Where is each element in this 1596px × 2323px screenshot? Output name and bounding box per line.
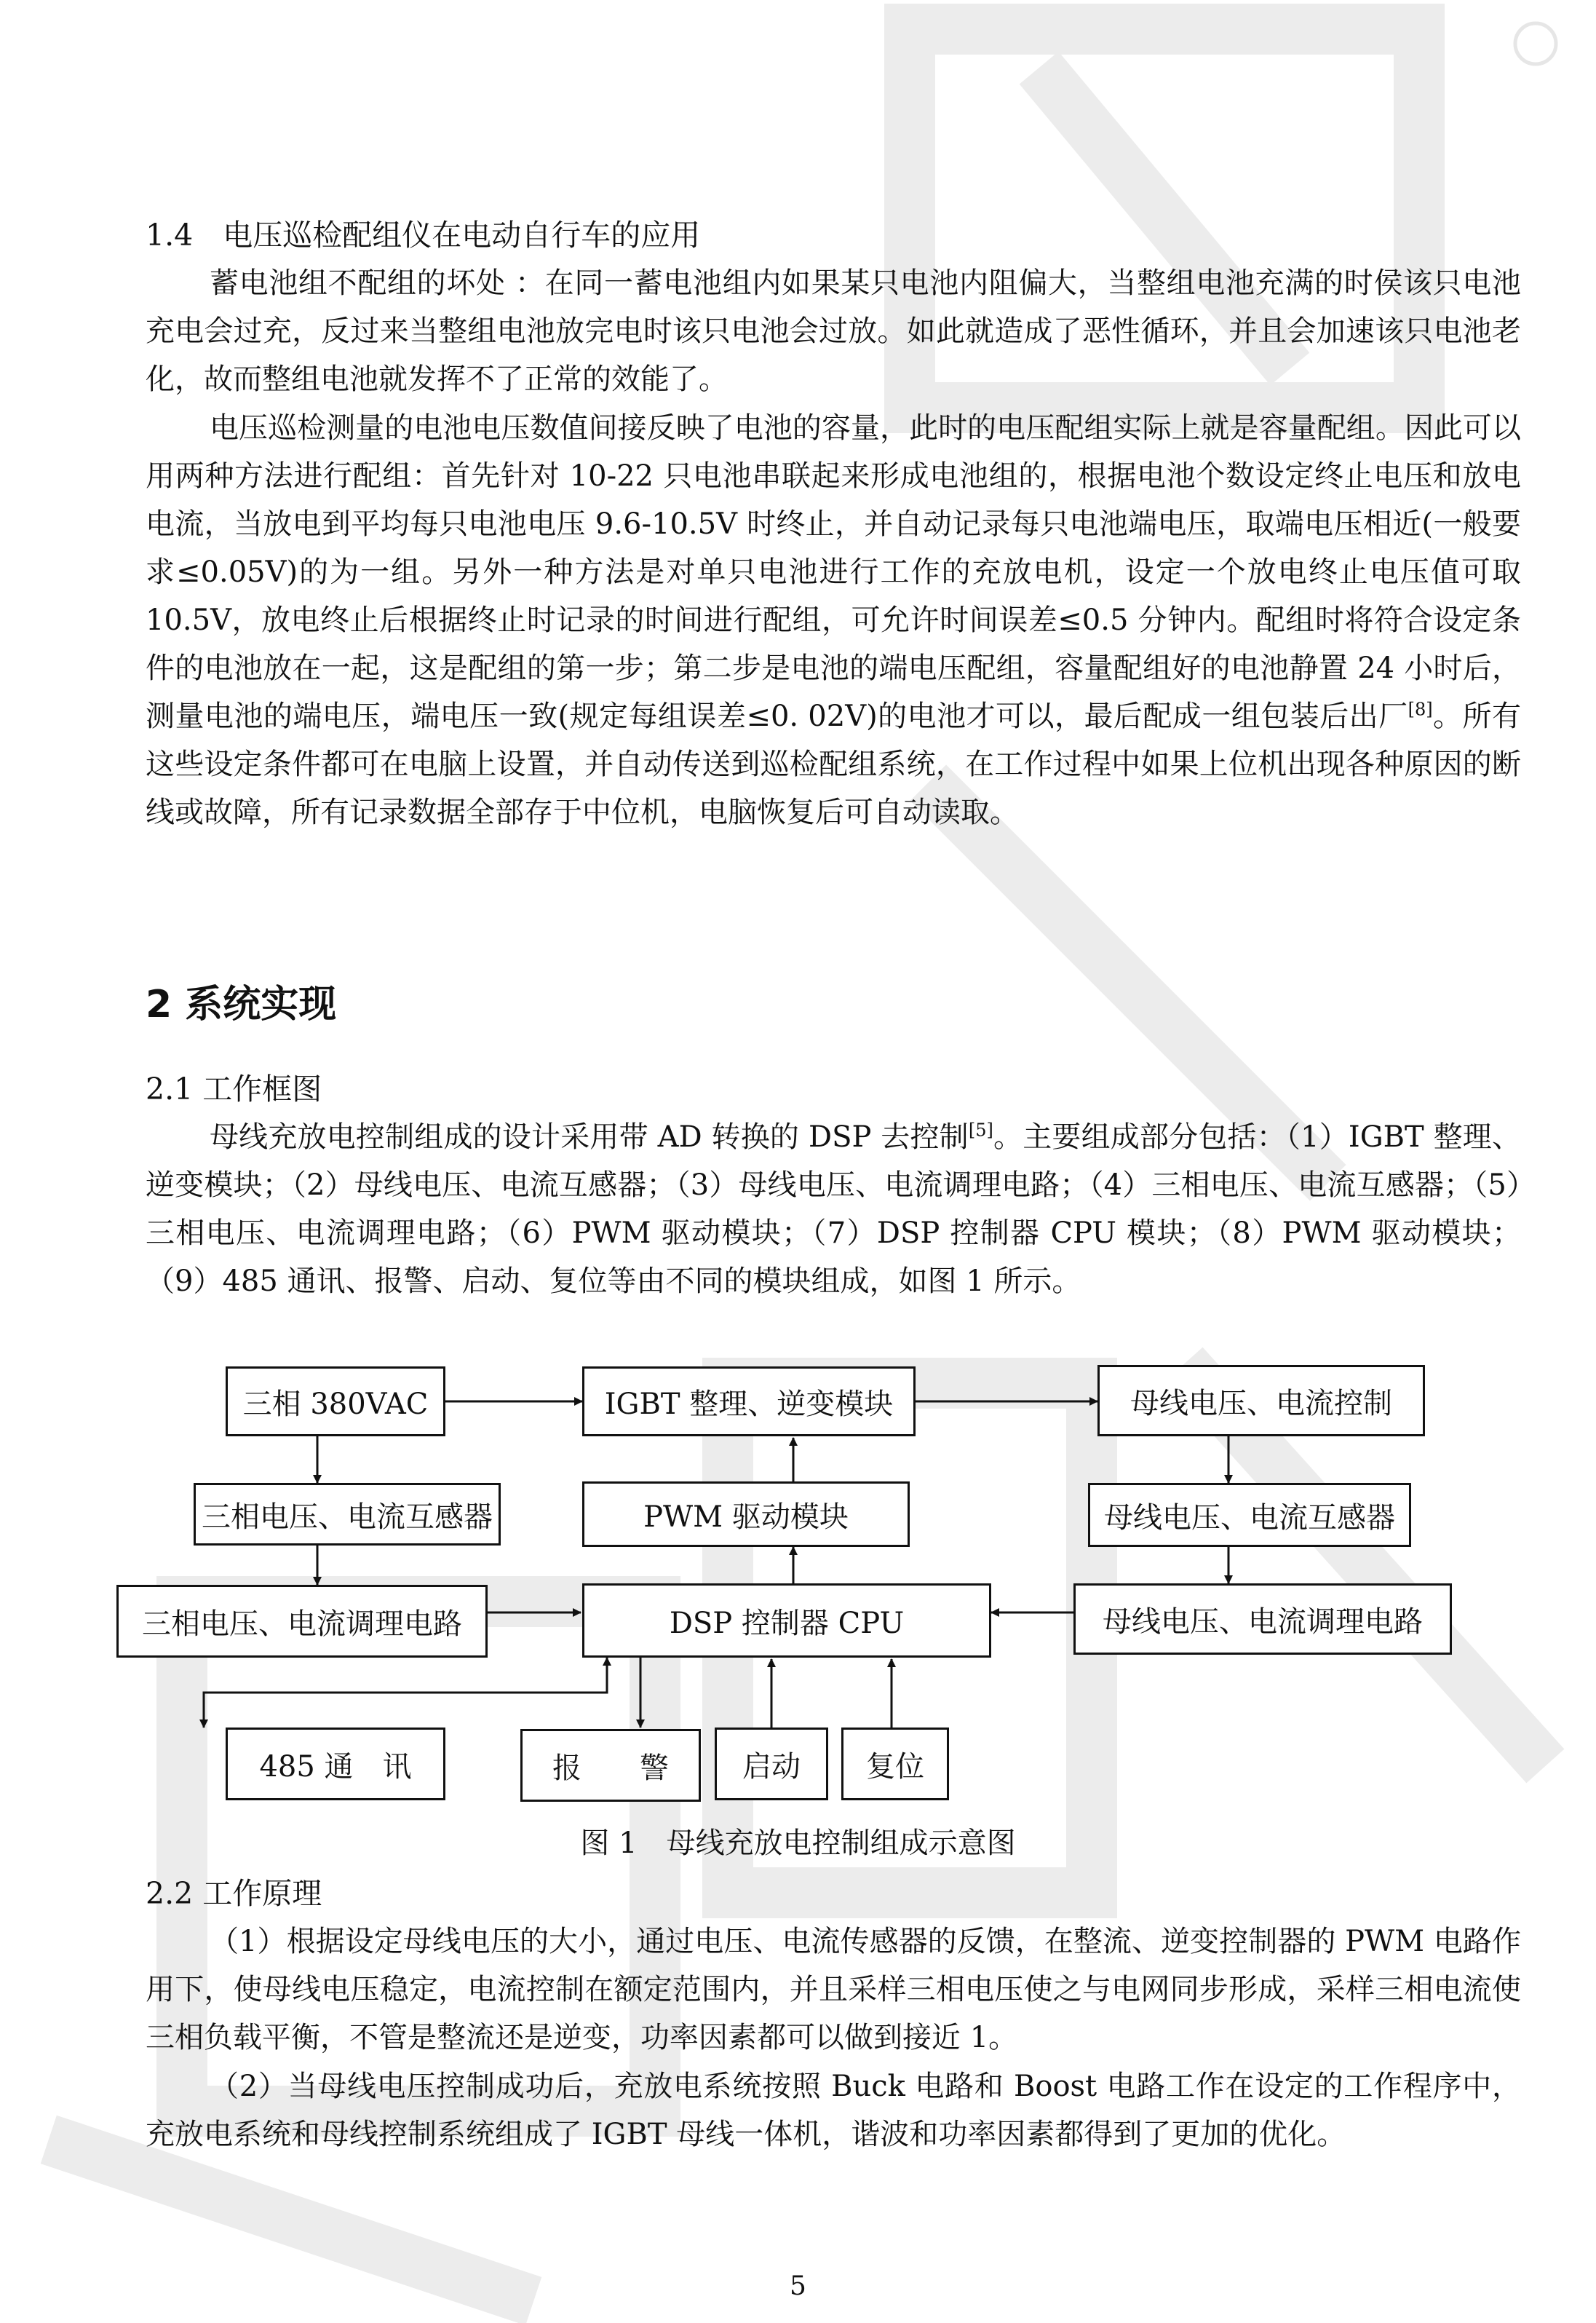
- section-2-2-paragraph-1: （1）根据设定母线电压的大小，通过电压、电流传感器的反馈，在整流、逆变控制器的 PWM 电路作用下，使母线电压稳定，电流控制在额定范围内，并且采样三相电压使之与电网同步形成，采样三相电流使三相负载平衡，不管是整流还是逆变，功率因素都可以做到接近 1。: [146, 1925, 1521, 2054]
- box-bus-control: 母线电压、电流控制: [1097, 1365, 1425, 1436]
- box-pwm-driver: PWM 驱动模块: [582, 1481, 910, 1547]
- box-reset: 复位: [841, 1728, 949, 1800]
- box-485-comm: 485 通 讯: [226, 1728, 445, 1800]
- box-three-phase-conditioning: 三相电压、电流调理电路: [116, 1585, 488, 1658]
- paragraph-text-cont: 。主要组成部分包括：（1）IGBT 整理、逆变模块；（2）母线电压、电流互感器；（3）母线电压、电流调理电路；（4）三相电压、电流互感器；（5）三相电压、电流调理电路；（6）PWM 驱动模块；（7）DSP 控制器 CPU 模块；（8）PWM 驱动模块；（9）485 通讯、报警、启动、复位等由不同的模块组成，如图 1 所示。: [146, 1120, 1521, 1298]
- section-2-2-paragraph-2: （2）当母线电压控制成功后，充放电系统按照 Buck 电路和 Boost 电路工作在设定的工作程序中，充放电系统和母线控制系统组成了 IGBT 母线一体机，谐波和功率因素都得到了更加的优化。: [146, 2070, 1521, 2151]
- section-1-4-paragraph-1: 蓄电池组不配组的坏处 ：在同一蓄电池组内如果某只电池内阻偏大，当整组电池充满的时侯该只电池充电会过充，反过来当整组电池放完电时该只电池会过放。如此就造成了恶性循环，并且会加速该只电池老化，故而整组电池就发挥不了正常的效能了。: [146, 266, 1521, 396]
- box-start: 启动: [715, 1728, 828, 1800]
- section-2-heading: 2 系统实现: [146, 983, 337, 1026]
- box-three-phase-transformer: 三相电压、电流互感器: [194, 1483, 501, 1546]
- section-1-4-heading: 1.4 电压巡检配组仪在电动自行车的应用: [146, 218, 701, 253]
- paragraph-text: 母线充放电控制组成的设计采用带 AD 转换的 DSP 去控制: [210, 1120, 969, 1154]
- box-bus-conditioning: 母线电压、电流调理电路: [1073, 1583, 1452, 1655]
- page-number: 5: [790, 2271, 806, 2301]
- arrow-dsp-to-comm: [204, 1658, 607, 1728]
- section-2-1-heading: 2.1 工作框图: [146, 1072, 322, 1107]
- citation-5: [5]: [968, 1120, 993, 1141]
- citation-8: [8]: [1408, 699, 1433, 720]
- box-three-phase-input: 三相 380VAC: [226, 1366, 445, 1436]
- paragraph-text: 电压巡检测量的电池电压数值间接反映了电池的容量，此时的电压配组实际上就是容量配组。因此可以用两种方法进行配组：首先针对 10-22 只电池串联起来形成电池组的，根据电池个数设定终止电压和放电电流，当放电到平均每只电池电压 9.6-10.5V 时终止，并自动记录每只电池端电压，取端电压相近(一般要求≤0.05V)的为一组。另外一种方法是对单只电池进行工作的充放电机，设定一个放电终止电压值可取 10.5V，放电终止后根据终止时记录的时间进行配组，可允许时间误差≤0.5 分钟内。配组时将符合设定条件的电池放在一起，这是配组的第一步；第二步是电池的端电压配组，容量配组好的电池静置 24 小时后，测量电池的端电压，端电压一致(规定每组误差≤0. 02V)的电池才可以，最后配成一组包装后出厂: [146, 411, 1521, 733]
- box-alarm: 报 警: [520, 1729, 701, 1802]
- figure-caption: 图 1 母线充放电控制组成示意图: [580, 1827, 1016, 1860]
- section-2-2-heading: 2.2 工作原理: [146, 1876, 322, 1911]
- paragraph-text-cont: 。所有这些设定条件都可在电脑上设置，并自动传送到巡检配组系统，在工作过程中如果上位机出现各种原因的断线或故障，所有记录数据全部存于中位机，电脑恢复后可自动读取。: [146, 700, 1521, 829]
- box-igbt-module: IGBT 整理、逆变模块: [582, 1366, 916, 1436]
- box-dsp-controller: DSP 控制器 CPU: [582, 1583, 991, 1658]
- box-bus-transformer: 母线电压、电流互感器: [1088, 1483, 1411, 1547]
